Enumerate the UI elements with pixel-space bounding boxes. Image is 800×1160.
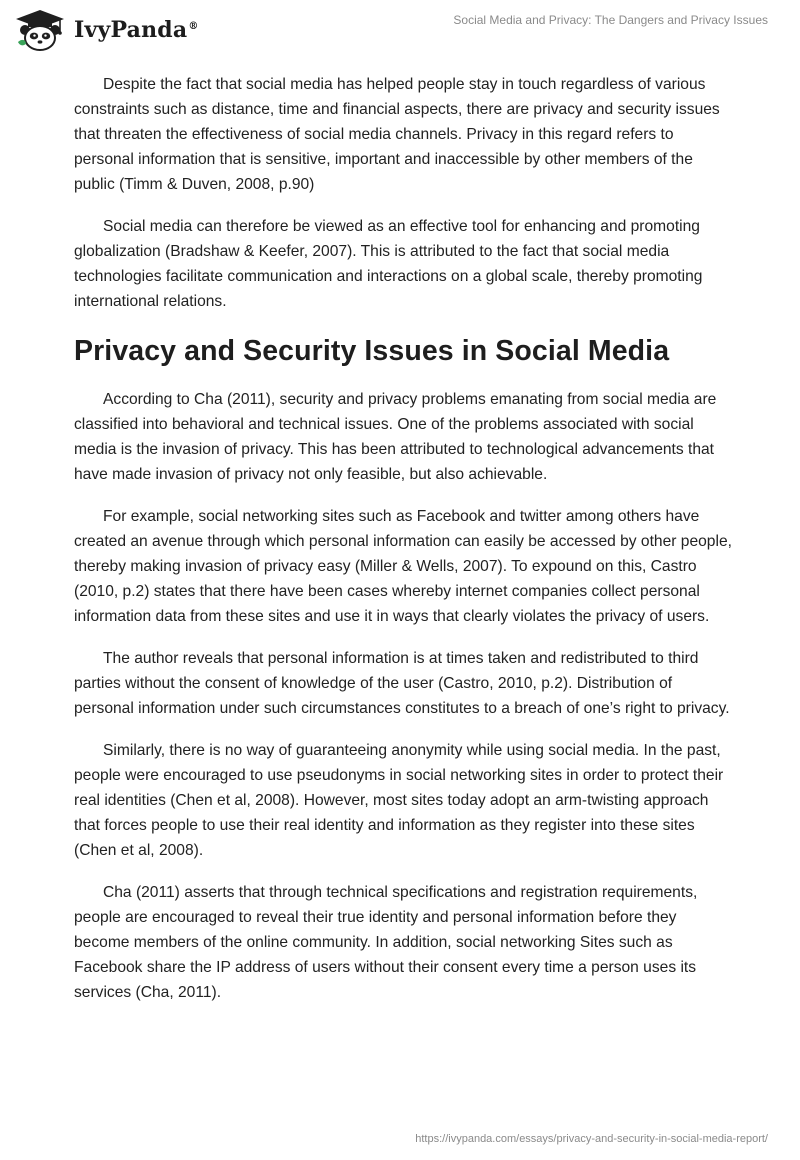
paragraph: Despite the fact that social media has helped people stay in touch regardless of various constraints such as distance, time and financial aspects, there are privacy and security issues that threaten the effectiveness of social media channels. Privacy in this regard refers to personal information that is sensitive, important and inaccessible by other members of the public (Timm & Duven, 2008, p.90): [74, 76, 720, 193]
section-heading: Privacy and Security Issues in Social Media: [74, 335, 670, 367]
running-title: Social Media and Privacy: The Dangers and Privacy Issues: [453, 13, 768, 27]
essay-content: [74, 72, 734, 1022]
page-header: [0, 0, 800, 60]
registered-mark: ®: [188, 20, 199, 32]
paragraph: According to Cha (2011), security and privacy problems emanating from social media are classified into behavioral and technical issues. One of the problems associated with social media is the invasion of privacy. This has been attributed to technological advancements that have made invasion of privacy not only feasible, but also achievable.: [74, 391, 717, 483]
source-url[interactable]: https://ivypanda.com/essays/privacy-and-security-in-social-media-report/: [415, 1133, 768, 1145]
paragraph: Similarly, there is no way of guaranteeing anonymity while using social media. In the past, people were encouraged to use pseudonyms in social networking sites in order to protect their real identities (Chen et al, 2008). However, most sites today adopt an arm-twisting approach that forces people to use their real identity and information as they register into these sites (Chen et al, 2008).: [74, 742, 724, 859]
paragraph: Cha (2011) asserts that through technical specifications and registration requirements, people are encouraged to reveal their true identity and personal information before they become members of the online community. In addition, social networking Sites such as Facebook share the IP address of users without their consent every time a person uses its services (Cha, 2011).: [74, 884, 698, 1001]
logo-name: IvyPanda: [74, 17, 188, 43]
logo-wordmark: [74, 17, 199, 43]
paragraph: For example, social networking sites such as Facebook and twitter among others have created an avenue through which personal information can easily be accessed by other people, thereby making invasion of privacy easy (Miller & Wells, 2007). To expound on this, Castro (2010, p.2) states that there have been cases whereby internet companies collect personal information data from these sites and use it in ways that clearly violates the privacy of users.: [74, 508, 732, 625]
panda-graduation-cap-icon: [14, 8, 66, 52]
site-logo[interactable]: [14, 8, 199, 52]
paragraph: Social media can therefore be viewed as an effective tool for enhancing and promoting globalization (Bradshaw & Keefer, 2007). This is attributed to the fact that social media technologies facilitate communication and interactions on a global scale, thereby promoting international relations.: [74, 218, 703, 310]
paragraph: The author reveals that personal information is at times taken and redistributed to third parties without the consent of knowledge of the user (Castro, 2010, p.2). Distribution of personal information under such circumstances constitutes to a breach of one’s right to privacy.: [74, 650, 730, 717]
